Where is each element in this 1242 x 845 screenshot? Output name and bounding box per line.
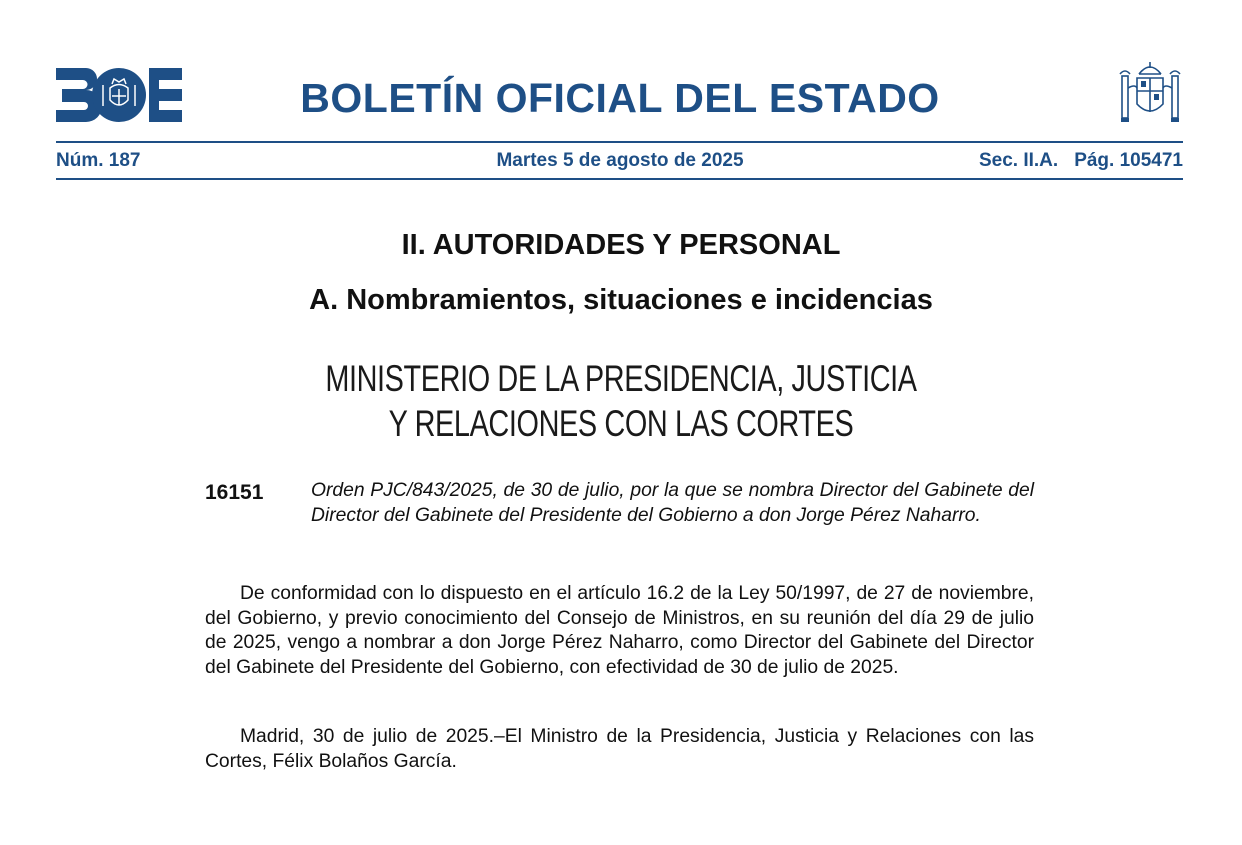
section-heading: II. AUTORIDADES Y PERSONAL [401, 229, 841, 261]
page-number: Pág. 105471 [1074, 150, 1183, 171]
ministry-name-line-1: MINISTERIO DE LA PRESIDENCIA, JUSTICIA [325, 358, 917, 399]
ministry-name-line-2: Y RELACIONES CON LAS CORTES [388, 403, 854, 444]
header-top-rule [56, 141, 1183, 143]
publication-title: BOLETÍN OFICIAL DEL ESTADO [300, 75, 940, 121]
subsection-heading: A. Nombramientos, situaciones e incidencias [309, 284, 933, 316]
document-title: Orden PJC/843/2025, de 30 de julio, por la que se nombra Director del Gabinete del Director del Gabinete del Presidente del Gobierno a don Jorge Pérez Naharro. [311, 480, 1034, 526]
document-number: 16151 [205, 481, 264, 504]
section-and-page [979, 150, 1183, 172]
body-paragraph: De conformidad con lo dispuesto en el artículo 16.2 de la Ley 50/1997, de 27 de noviembre, del Gobierno, y previo conocimiento del Consejo de Ministros, en su reunión del día 29 de julio de 2025, vengo a nombrar a don Jorge Pérez Naharro, como Director del Gabinete del Director del Gabinete del Presidente del Gobierno, con efectividad de 30 de julio de 2025. [205, 583, 1034, 678]
boe-logo-icon [56, 68, 182, 122]
signature-paragraph: Madrid, 30 de julio de 2025.–El Ministro de la Presidencia, Justicia y Relaciones con las Cortes, Félix Bolaños García. [205, 726, 1034, 772]
issue-date: Martes 5 de agosto de 2025 [496, 150, 744, 171]
header-bottom-rule [56, 178, 1183, 180]
section-label: Sec. II.A. [978, 150, 1059, 171]
coat-of-arms-icon [1117, 58, 1183, 126]
issue-number: Núm. 187 [56, 150, 141, 171]
